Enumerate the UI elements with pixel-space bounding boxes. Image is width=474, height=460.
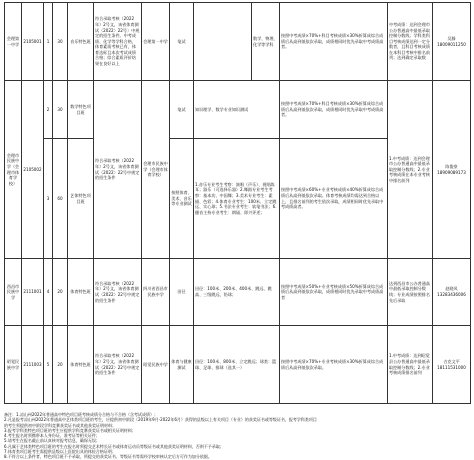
no-cell: 4 [44, 259, 53, 326]
no-cell: 3 [44, 139, 53, 259]
plan-cell: 20 [53, 259, 68, 326]
note-line: 备注：1.凉山州2022年普通高中特色项目班考核成绩分合格与不合格（含考试成绩）； [4, 412, 158, 417]
table-row [5, 3, 471, 81]
note-line: 2.凡是报考凉山州2022年普通高中艺体类项目班的考生，应提供初中阶段（2019年9月-2022年6月）获得的县级以上有关项目（专业）的获奖证书或等级证书，报考学科类项目 [4, 417, 317, 423]
contact-name: 吉克文平 [443, 358, 460, 364]
skill-cell: 笔试 [170, 81, 194, 139]
note-line: 8.不符合以上条件者，特色项目班不予录取，所提交的获奖证书、等级证书等需经学校审核认定后方可作为加分依据。 [4, 454, 212, 460]
item-cell: 体育特色班 [68, 326, 94, 404]
contact-phone: 18909089173 [437, 169, 466, 175]
formula-cell: 按照中考成绩×50%+专业考核成绩×50%折算成综合成绩后从高到低依次录取，成绩相同时优先录取中考成绩高者 [280, 259, 388, 326]
venue-cell: 昭觉民族中学 [142, 326, 170, 404]
condition-cell: 符合录取考核（2022年）2号文，该省体育测试〈2022〉22号中规定的招生条件 [94, 326, 142, 404]
no-cell: 1 [44, 3, 53, 81]
contact-phone: 13283436006 [437, 292, 466, 297]
condition-cell: 符合录取考核（2022年）2号文，该省体育测试〈2022〉22号〕中规定的招生条件。中考成绩、化学等学科合格，体育素质考核已有，体育达标且本次考试成绩合格；综合素质评价结果在良好以上 [94, 3, 142, 81]
remark-cell: 1.中考成绩：达到昭觉县公办普通高中最低录取控制分数线；2.专业考核成绩排名前列 [388, 326, 433, 404]
contact-name: 吴滕 [447, 35, 456, 41]
skill-cell: 按照体育、美术、音乐等专业测试 [170, 139, 194, 259]
school-cell: 会理第一中学 [5, 3, 22, 81]
pe-standard-cell: 1.音乐专业考生考察：演唱（声乐）、视唱练耳；器乐（可选择乐器）2.舞蹈专业考生考察：基本功、中国舞；3.美术专业考生：素描、色彩；4.体育专业考生：100米、立定跳远、实心球；5.书法专业考生：软笔书法；6.播音主持专业考生：朗诵、即兴评述； [194, 139, 280, 259]
contact-cell [433, 259, 471, 326]
school-cell: 昭觉民族中学 [5, 326, 22, 404]
item-cell: 体育特色班 [68, 259, 94, 326]
code-cell: 2111003 [22, 326, 44, 404]
contact-phone: 18111531000 [437, 364, 466, 370]
note-line: 5.请考生在报名截止前认真核对报考信息，确保无误； [4, 438, 100, 444]
admission-table [4, 2, 471, 404]
pe-standard-cell: 田径：100米、800米、立定跳远；球类：篮球、足球、排球（选其一） [194, 326, 280, 404]
venue-cell: 四川省西昌市民族中学 [142, 259, 170, 326]
venue-cell: 会理市民族中学（会理市体育学校） [142, 81, 170, 259]
notes-section [4, 412, 470, 460]
remark-cell: 中考成绩：达到会理市公办普通高中最低录取控制分数线；学科类科目考核成绩达到一定分数者，且科目考核成绩在本科目考核中排名前列；达到确定录取数 [388, 3, 433, 81]
pe-standard-cell: 田径：100米、200米、400米、跳远、跳高、三级跳远、铅球； [194, 259, 280, 326]
remark-cell: 1.中考成绩：达到会理市公办普通高中最低录取控制分数线；2.专业考核成绩在本专业考核中排名前列 [388, 81, 433, 259]
item-cell: 音乐特色班 [68, 3, 94, 81]
formula-cell: 按照中考成绩×60%+专业考核成绩×40%折算成综合成绩后从高到低依次录取。体育考核成绩均需达到合格以上，且排名前列的考生依次录取，成绩相同时优先录取中考成绩高者。 [280, 139, 388, 259]
no-cell: 2 [44, 81, 53, 139]
note-line: 3.报考学科类特色项目班的考生应提供学科竞赛获奖证书或相关证明材料； [4, 427, 136, 433]
plan-cell: 20 [53, 326, 68, 404]
table-row [5, 81, 471, 139]
item-cell: 艺体特色项目班 [68, 139, 94, 259]
no-cell: 5 [44, 326, 53, 404]
condition-cell: 符合录取考核（2022年）2号文，该省体育测试〈2022〉22号中规定的招生条件 [94, 81, 142, 259]
note-line: 的考生须提供初中阶段学科竞赛获奖证书或其他获奖证明材料； [4, 422, 116, 428]
contact-name: 陈俊豪 [445, 163, 458, 169]
code-cell: 2105002 [22, 81, 44, 259]
skill-cell: 田径 [170, 259, 194, 326]
pe-standard-cell [194, 3, 252, 81]
item-cell: 数学特色项目班 [68, 81, 94, 139]
note-line: 6.凡属于艺体类特色项目班的考生在报名时须提交艺术特长证书或体育运动员等级证书或其他获奖证明材料，否则不予录取； [4, 443, 224, 449]
contact-cell [433, 3, 471, 81]
contact-cell [433, 326, 471, 404]
note-line: 4.考生报名时须携带本人身份证、准考证等相关证件； [4, 433, 100, 439]
note-line: 7.体育类项目班考生需提供县级以上医院出具的体检合格证明； [4, 449, 116, 455]
subject-cell: 数学、物理、化学等学科 [252, 3, 280, 81]
plan-cell: 60 [53, 139, 68, 259]
skill-cell: 笔试 [170, 3, 194, 81]
code-cell: 2111001 [22, 259, 44, 326]
contact-cell [433, 81, 471, 259]
formula-cell: 按照中考成绩×70%+科目考核成绩×30%折算成综合成绩后从高到低依次录取，成绩相同时优先录取中考成绩高者。 [280, 81, 388, 139]
condition-cell: 符合录取考核（2022年）2号文，该省体育测试〈2022〉22号中规定的招生条件 [94, 259, 142, 326]
school-cell: 西昌市民族中学 [5, 259, 22, 326]
venue-cell: 会理第一中学 [142, 3, 170, 81]
plan-cell: 30 [53, 3, 68, 81]
subject-cell: 知识理学、数学专业知识测试 [194, 81, 280, 139]
formula-cell: 按照中考成绩×70%+专业考核成绩×30%折算成综合成绩后从高到低依次录取。 [280, 326, 388, 404]
table-row [5, 259, 471, 326]
code-cell: 2105001 [22, 3, 44, 81]
plan-cell: 30 [53, 81, 68, 139]
remark-cell: 达到西昌市公办普通高中最低录取控制分数线；专业成绩按照排名先后录取 [388, 259, 433, 326]
table-row [5, 326, 471, 404]
contact-name: 赵晓凤 [445, 286, 458, 292]
skill-cell: 体育与健康测试 [170, 326, 194, 404]
contact-phone: 18009011250 [437, 41, 466, 47]
formula-cell: 按照中考成绩×70%+科目考核成绩×30%折算成综合成绩后从高到低依次录取，成绩相同时优先录取中考成绩高者。 [280, 3, 388, 81]
school-cell: 会理市民族中学（会理市体育学校） [5, 81, 22, 259]
